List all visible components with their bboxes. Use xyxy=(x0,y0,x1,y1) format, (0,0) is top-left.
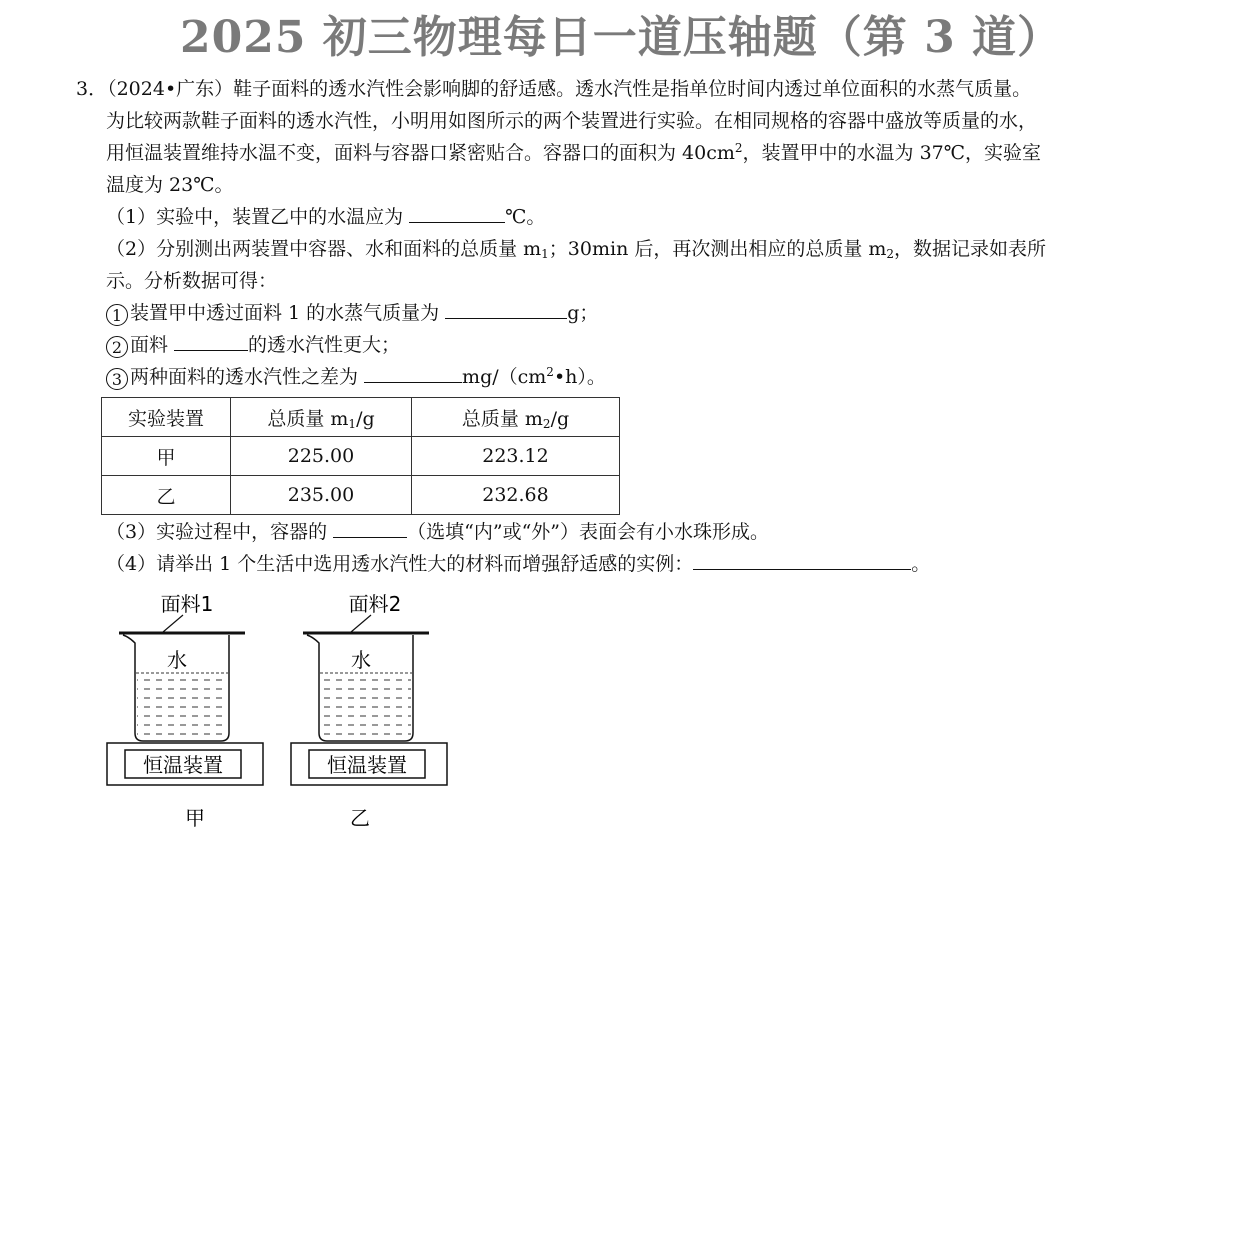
apparatus-b-label: 乙 xyxy=(350,806,370,830)
sub-text: ；30min 后，再次测出相应的总质量 m xyxy=(548,238,887,260)
circled-number-2: 2 xyxy=(106,336,128,358)
header-text: 总质量 m xyxy=(267,407,349,430)
sub-text: （选填“内”或“外”）表面会有小水珠形成。 xyxy=(407,521,769,543)
sub-text: （3）实验过程中，容器的 xyxy=(106,521,334,543)
item-text: mg/（cm xyxy=(462,366,547,388)
item-text: 两种面料的透水汽性之差为 xyxy=(130,366,365,388)
item-text: 装置甲中透过面料 1 的水蒸气质量为 xyxy=(130,302,446,324)
sub-text: （1）实验中，装置乙中的水温应为 xyxy=(106,206,410,228)
page-title: 2025 初三物理每日一道压轴题（第 3 道） xyxy=(179,12,1063,63)
table-cell: 235.00 xyxy=(231,476,412,515)
header-text: /g xyxy=(356,407,375,430)
subscript: 2 xyxy=(542,416,551,431)
heater-label-a: 恒温装置 xyxy=(143,753,223,777)
superscript: 2 xyxy=(546,365,554,379)
stem-line-1 xyxy=(76,73,1171,105)
sub-question-2 xyxy=(76,233,1171,265)
item-text: g； xyxy=(567,302,599,324)
fabric-2-label: 面料2 xyxy=(348,592,402,616)
circled-number-1: 1 xyxy=(106,304,128,326)
sub-question-1 xyxy=(76,201,1171,233)
item-1 xyxy=(76,297,1171,329)
table-cell: 232.68 xyxy=(412,476,620,515)
subscript: 1 xyxy=(348,416,357,431)
answer-blank-3[interactable] xyxy=(174,332,248,351)
sub-text: ，数据记录如表所 xyxy=(894,238,1047,260)
stem-line-2: 为比较两款鞋子面料的透水汽性，小明用如图所示的两个装置进行实验。在相同规格的容器中盛放等质量的水， xyxy=(106,110,1038,132)
answer-blank-4[interactable] xyxy=(364,364,462,383)
leader-line xyxy=(351,615,371,632)
apparatus-a xyxy=(107,592,263,830)
water-label-b: 水 xyxy=(351,648,371,672)
table-row xyxy=(102,437,620,476)
table-row xyxy=(102,476,620,515)
sub-text: ℃。 xyxy=(505,206,546,228)
data-table xyxy=(101,397,620,515)
apparatus-figure xyxy=(95,585,465,835)
sub-question-4 xyxy=(106,548,930,580)
stem-line-3 xyxy=(76,137,1171,169)
sub-text: （2）分别测出两装置中容器、水和面料的总质量 m xyxy=(106,238,542,260)
sub-question-2-line-2: 示。分析数据可得： xyxy=(106,270,278,292)
water-a xyxy=(137,673,227,739)
question-number: 3． xyxy=(76,78,108,100)
sub-question-3 xyxy=(106,516,769,548)
item-text: •h）。 xyxy=(553,366,606,388)
subscript: 1 xyxy=(541,247,549,261)
question-source: （2024•广东） xyxy=(107,78,234,100)
stem-text: 鞋子面料的透水汽性会影响脚的舒适感。透水汽性是指单位时间内透过单位面积的水蒸气质量。 xyxy=(233,78,1032,100)
stem-text: ，装置甲中的水温为 37℃，实验室 xyxy=(742,142,1042,164)
header-text: /g xyxy=(550,407,570,430)
water-b xyxy=(321,673,411,739)
sub-text: （4）请举出 1 个生活中选用透水汽性大的材料而增强舒适感的实例： xyxy=(106,553,694,575)
water-label-a: 水 xyxy=(167,648,187,672)
superscript: 2 xyxy=(734,141,743,155)
question-body xyxy=(76,73,1171,393)
sub-text: 。 xyxy=(911,553,931,575)
table-header-cell: 实验装置 xyxy=(102,398,231,437)
answer-blank-1[interactable] xyxy=(409,204,505,223)
answer-blank-5[interactable] xyxy=(333,519,407,538)
subscript: 2 xyxy=(886,247,895,261)
table-cell: 乙 xyxy=(102,476,231,515)
table-header-cell xyxy=(231,398,412,437)
table-cell: 225.00 xyxy=(231,437,412,476)
heater-label-b: 恒温装置 xyxy=(327,753,407,777)
item-3 xyxy=(76,361,1171,393)
stem-line-4: 温度为 23℃。 xyxy=(106,174,234,196)
fabric-1-label: 面料1 xyxy=(160,592,214,616)
stem-text: 用恒温装置维持水温不变，面料与容器口紧密贴合。容器口的面积为 40cm xyxy=(106,142,735,164)
table-header-row xyxy=(102,398,620,437)
apparatus-b xyxy=(291,592,447,830)
leader-line xyxy=(163,615,183,632)
table-cell: 甲 xyxy=(102,437,231,476)
table-header-cell xyxy=(412,398,620,437)
item-2 xyxy=(76,329,1171,361)
item-text: 面料 xyxy=(130,334,175,356)
apparatus-a-label: 甲 xyxy=(185,806,205,830)
item-text: 的透水汽性更大； xyxy=(248,334,401,356)
answer-blank-6[interactable] xyxy=(693,551,911,570)
circled-number-3: 3 xyxy=(106,368,128,390)
table-cell: 223.12 xyxy=(412,437,620,476)
header-text: 总质量 m xyxy=(461,407,543,430)
answer-blank-2[interactable] xyxy=(445,300,567,319)
